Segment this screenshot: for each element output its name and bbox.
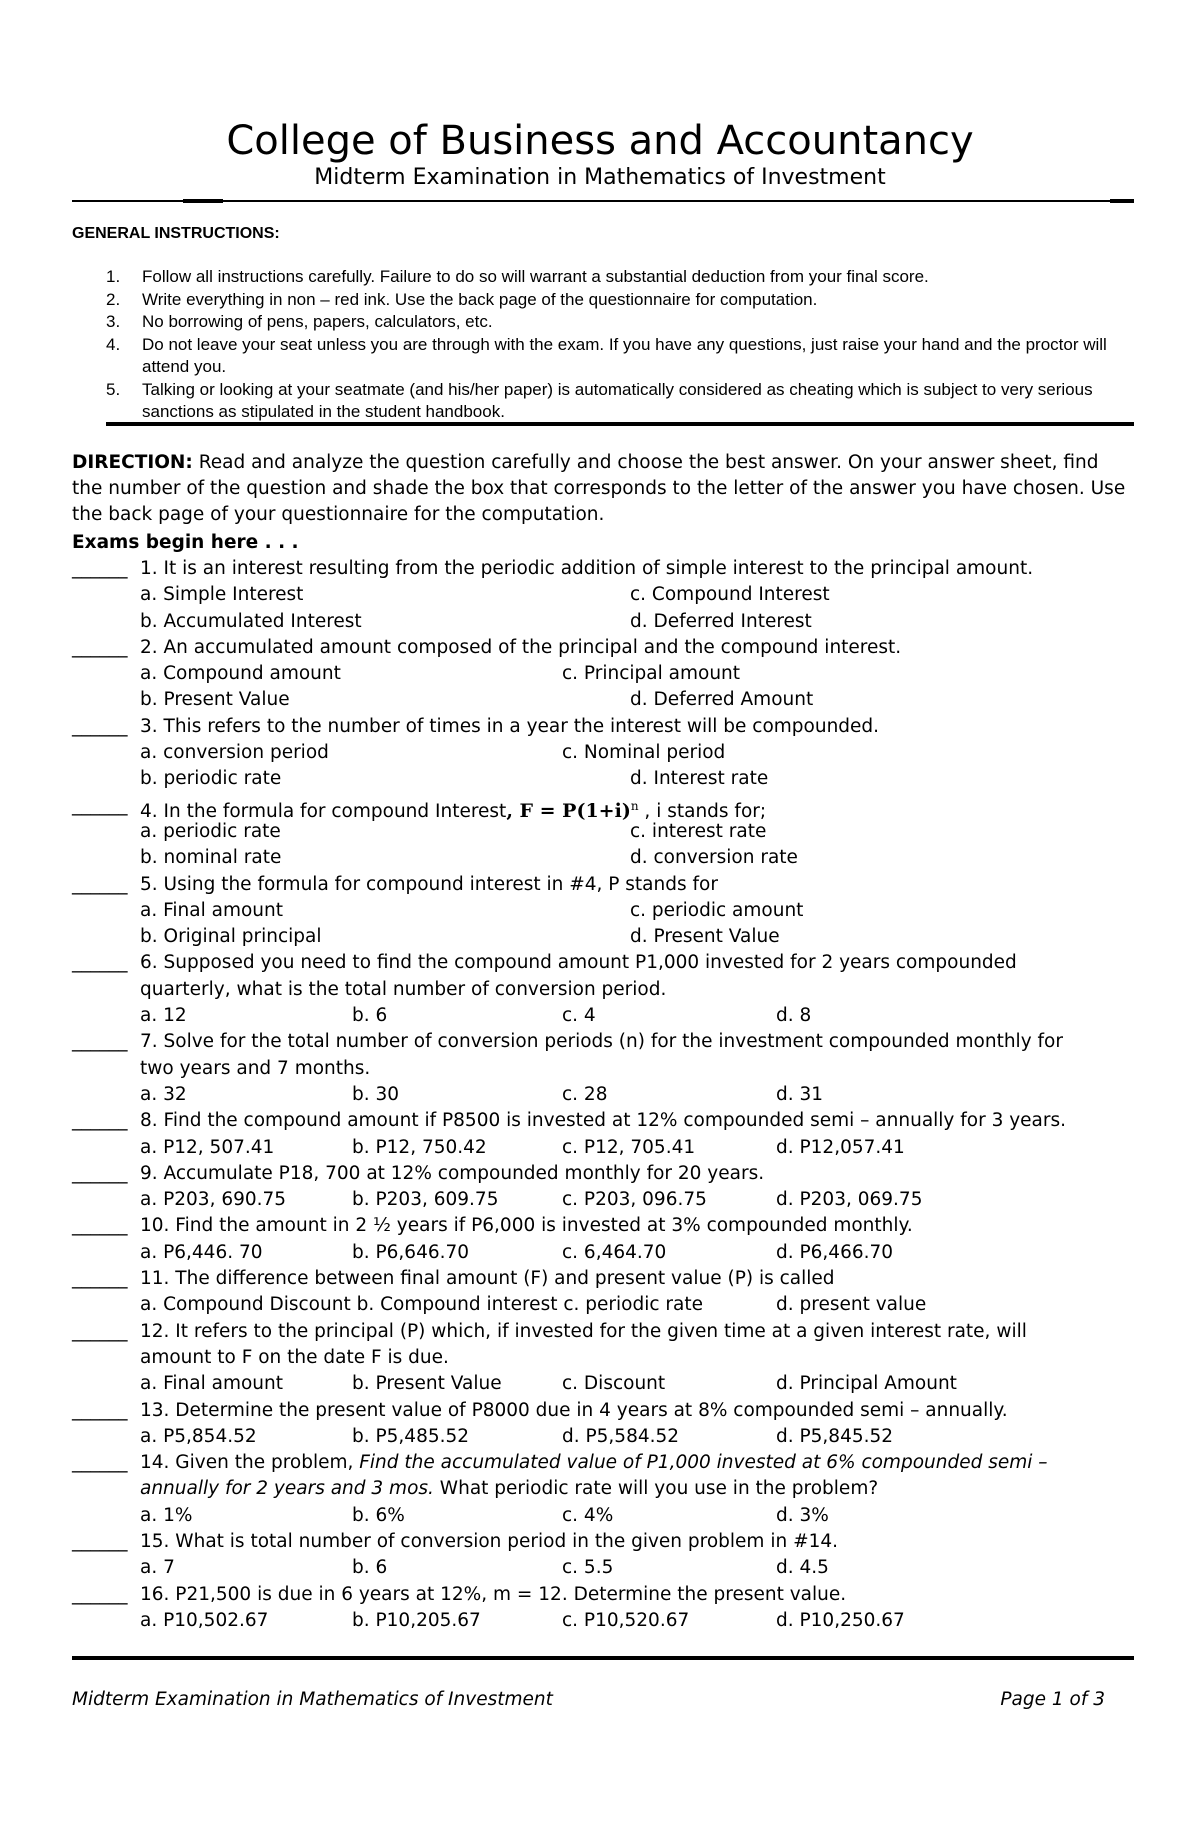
choice-d: d. Deferred Interest — [630, 610, 812, 632]
answer-blank: ______ — [72, 873, 128, 895]
question-row — [72, 793, 1134, 822]
answer-blank: ______ — [72, 1031, 128, 1053]
choice-row — [72, 924, 1134, 950]
instruction-number: 1. — [106, 267, 121, 286]
question-row — [72, 950, 1134, 976]
answer-blank: ______ — [72, 636, 128, 658]
question-text-end: , i stands for; — [638, 800, 767, 822]
choice-a: a. P5,854.52 — [140, 1425, 257, 1447]
choice-row — [72, 898, 1134, 924]
choice-row — [72, 582, 1134, 608]
choice-b: b. 6 — [352, 1557, 388, 1579]
instruction-item — [72, 334, 1134, 379]
question-row — [72, 872, 1134, 898]
instruction-number: 5. — [106, 379, 121, 399]
question-text: 13. Determine the present value of P8000 due in 4 years at 8% compounded semi – annually. — [140, 1399, 1008, 1421]
question-text — [140, 1476, 878, 1502]
choice-a: a. conversion period — [140, 742, 329, 764]
question-text: 16. P21,500 is due in 6 years at 12%, m = 12. Determine the present value. — [140, 1583, 847, 1605]
answer-blank: ______ — [72, 1583, 128, 1605]
question-text: 1. It is an interest resulting from the periodic addition of simple interest to the principal amount. — [140, 558, 1034, 579]
choice-c: c. P10,520.67 — [562, 1609, 690, 1631]
question-text: 11. The difference between final amount (F) and present value (P) is called — [140, 1268, 835, 1290]
choice-row — [72, 740, 1134, 766]
question-row — [72, 1319, 1134, 1345]
answer-blank: ______ — [72, 794, 128, 816]
question-row — [72, 1161, 1134, 1187]
answer-blank: ______ — [72, 715, 128, 737]
choice-b: b. 30 — [352, 1083, 400, 1105]
question-text: amount to F on the date F is due. — [140, 1346, 449, 1368]
header-divider-mark — [1110, 199, 1134, 203]
choice-a: a. P203, 690.75 — [140, 1189, 287, 1211]
direction-label: DIRECTION: — [72, 452, 193, 473]
choice-d: d. 8 — [776, 1005, 812, 1027]
choice-b: b. P6,646.70 — [352, 1241, 470, 1263]
question-text: 5. Using the formula for compound interest in #4, P stands for — [140, 873, 718, 895]
choice-c: c. Discount — [562, 1373, 666, 1395]
choice-c: c. Nominal period — [562, 742, 726, 764]
header-divider — [72, 200, 1133, 202]
answer-blank: ______ — [72, 952, 128, 974]
question-text: 15. What is total number of conversion period in the given problem in #14. — [140, 1530, 838, 1552]
choice-row — [72, 766, 1134, 792]
choice-a: a. 7 — [140, 1557, 175, 1579]
instructions-list — [72, 266, 1134, 424]
instruction-item — [72, 289, 1134, 312]
question-text: 12. It refers to the principal (P) which, if invested for the given time at a given interest rate, will — [140, 1320, 1027, 1342]
choice-a: a. Final amount — [140, 899, 283, 921]
choice-a: a. Final amount — [140, 1373, 283, 1395]
choice-row — [72, 1135, 1134, 1161]
choice-b: b. 6 — [352, 1005, 388, 1027]
choice-d: d. Deferred Amount — [630, 689, 814, 711]
question-row — [72, 1450, 1134, 1476]
choice-row — [72, 1187, 1134, 1213]
choice-a: a. 1% — [140, 1504, 193, 1526]
choice-d: d. 4.5 — [776, 1557, 829, 1579]
choice-c: c. 6,464.70 — [562, 1241, 667, 1263]
choice-b: b. 6% — [352, 1504, 405, 1526]
choice-c: c. Principal amount — [562, 663, 741, 685]
question-text-start: 4. In the formula for compound Interest — [140, 800, 507, 822]
choice-b: b. Present Value — [352, 1373, 502, 1395]
choice-row — [72, 1608, 1134, 1634]
question-row — [72, 1213, 1134, 1239]
choice-b: b. Original principal — [140, 926, 322, 948]
choice-row — [72, 845, 1134, 871]
choice-a: a. Compound amount — [140, 663, 341, 685]
exam-subtitle: Midterm Examination in Mathematics of Investment — [314, 165, 886, 190]
question-text-end: What periodic rate will you use in the problem? — [433, 1478, 879, 1500]
choice-b: b. P10,205.67 — [352, 1609, 481, 1631]
choice-c: c. 4 — [562, 1005, 596, 1027]
choice-c: c. P12, 705.41 — [562, 1136, 696, 1158]
instruction-item — [72, 311, 1134, 334]
choice-d: d. P12,057.41 — [776, 1136, 905, 1158]
direction-paragraph — [72, 450, 1134, 528]
instruction-number: 3. — [106, 312, 121, 331]
choice-d: d. P203, 069.75 — [776, 1189, 923, 1211]
choice-a: a. 32 — [140, 1083, 187, 1105]
choice-row — [72, 1555, 1134, 1581]
answer-blank: ______ — [72, 1162, 128, 1184]
instruction-text: Write everything in non – red ink. Use the back page of the questionnaire for computation. — [142, 289, 818, 309]
question-row-continued — [72, 977, 1134, 1003]
choice-b: b. P203, 609.75 — [352, 1189, 499, 1211]
choice-d: d. P10,250.67 — [776, 1609, 905, 1631]
instruction-number: 2. — [106, 289, 121, 309]
instruction-item — [72, 379, 1134, 424]
choice-c: c. Compound Interest — [630, 584, 830, 606]
choice-c: c. 4% — [562, 1504, 614, 1526]
choice-d: d. 31 — [776, 1083, 824, 1105]
question-row — [72, 1266, 1134, 1292]
answer-blank: ______ — [72, 1110, 128, 1132]
choice-b: b. P5,485.52 — [352, 1425, 470, 1447]
answer-blank: ______ — [72, 1530, 128, 1552]
direction-text: Read and analyze the question carefully and choose the best answer. On your answer sheet, find the number of the question and shade the box that corresponds to the letter of the answer you have chosen. Use the back page of your questionnaire for the computation. — [72, 452, 1126, 525]
choice-a: a. P12, 507.41 — [140, 1136, 275, 1158]
choice-a: a. 12 — [140, 1005, 187, 1027]
question-text: quarterly, what is the total number of conversion period. — [140, 978, 667, 1000]
choice-d: d. Present Value — [630, 926, 780, 948]
choice-a: a. Simple Interest — [140, 584, 304, 606]
choice-row — [72, 1503, 1134, 1529]
question-text: 7. Solve for the total number of conversion periods (n) for the investment compounded monthly for — [140, 1031, 1063, 1053]
question-row — [72, 1529, 1134, 1555]
choice-c: c. 28 — [562, 1083, 608, 1105]
question-row — [72, 635, 1134, 661]
choice-b: b. P12, 750.42 — [352, 1136, 487, 1158]
choice-d: d. P5,845.52 — [776, 1425, 894, 1447]
choice-b: b. Accumulated Interest — [140, 610, 362, 632]
choice-b: b. periodic rate — [140, 768, 282, 790]
footer-title: Midterm Examination in Mathematics of Investment — [72, 1689, 553, 1710]
answer-blank: ______ — [72, 1268, 128, 1290]
question-text: 6. Supposed you need to find the compound amount P1,000 invested for 2 years compounded — [140, 952, 1017, 974]
footer-divider — [72, 1656, 1134, 1660]
choice-a: a. P6,446. 70 — [140, 1241, 263, 1263]
choice-d: d. Principal Amount — [776, 1373, 957, 1395]
question-row — [72, 1398, 1134, 1424]
choice-row — [72, 1292, 1134, 1318]
choice-d: d. 3% — [776, 1504, 829, 1526]
instruction-text: Do not leave your seat unless you are through with the exam. If you have any questions, just raise your hand and the proctor will attend you. — [142, 334, 1107, 376]
question-row-continued — [72, 1476, 1134, 1502]
choice-b: b. nominal rate — [140, 847, 282, 869]
choice-d: d. present value — [776, 1294, 927, 1316]
page-number: Page 1 of 3 — [1000, 1689, 1105, 1710]
choice-row — [72, 687, 1134, 713]
choice-row — [72, 1424, 1134, 1450]
choice-row — [72, 609, 1134, 635]
formula-exponent: n — [630, 798, 639, 813]
question-text: 2. An accumulated amount composed of the principal and the compound interest. — [140, 636, 902, 658]
question-text — [140, 1450, 1048, 1476]
choice-c: c. P203, 096.75 — [562, 1189, 707, 1211]
answer-blank: ______ — [72, 1452, 128, 1474]
choice-row — [72, 1240, 1134, 1266]
answer-blank: ______ — [72, 1320, 128, 1342]
question-text: 8. Find the compound amount if P8500 is invested at 12% compounded semi – annually for 3 years. — [140, 1110, 1067, 1132]
choice-row — [72, 661, 1134, 687]
instructions-heading: GENERAL INSTRUCTIONS: — [72, 225, 280, 242]
instruction-item — [72, 266, 1134, 289]
choice-row — [72, 1371, 1134, 1397]
choice-a-b-c: a. Compound Discount b. Compound interest c. periodic rate — [140, 1294, 703, 1316]
compound-interest-formula: , F = P(1+i) — [506, 799, 631, 822]
question-row — [72, 1108, 1134, 1134]
choice-row — [72, 1003, 1134, 1029]
question-row — [72, 714, 1134, 740]
instructions-divider — [106, 422, 1134, 426]
question-row — [72, 556, 1134, 582]
question-text: 3. This refers to the number of times in a year the interest will be compounded. — [140, 715, 880, 737]
choice-c: c. interest rate — [630, 820, 767, 842]
choice-c: c. 5.5 — [562, 1557, 614, 1579]
question-text: 9. Accumulate P18, 700 at 12% compounded monthly for 20 years. — [140, 1162, 765, 1184]
header-divider-mark — [183, 199, 223, 203]
answer-blank: ______ — [72, 558, 128, 579]
question-text: 10. Find the amount in 2 ½ years if P6,000 is invested at 3% compounded monthly. — [140, 1215, 913, 1237]
choice-b: b. Present Value — [140, 689, 290, 711]
question-text-start: 14. Given the problem, — [140, 1452, 360, 1474]
choice-row — [72, 1082, 1134, 1108]
question-row — [72, 1029, 1134, 1055]
choice-d: d. P6,466.70 — [776, 1241, 894, 1263]
problem-statement: annually for 2 years and 3 mos. — [140, 1478, 434, 1500]
question-row-continued — [72, 1056, 1134, 1082]
choice-c: d. P5,584.52 — [562, 1425, 680, 1447]
question-row-continued — [72, 1345, 1134, 1371]
page-title: College of Business and Accountancy — [226, 118, 974, 164]
problem-statement: Find the accumulated value of P1,000 invested at 6% compounded semi – — [359, 1452, 1048, 1474]
question-text: two years and 7 months. — [140, 1057, 371, 1079]
choice-c: c. periodic amount — [630, 899, 804, 921]
choice-d: d. Interest rate — [630, 768, 769, 790]
answer-blank: ______ — [72, 1399, 128, 1421]
instruction-number: 4. — [106, 334, 121, 354]
choice-a: a. P10,502.67 — [140, 1609, 269, 1631]
instruction-text: No borrowing of pens, papers, calculators, etc. — [142, 312, 493, 331]
choice-d: d. conversion rate — [630, 847, 798, 869]
exam-begin-label: Exams begin here . . . — [72, 532, 299, 553]
answer-blank: ______ — [72, 1215, 128, 1237]
choice-row — [72, 819, 1134, 845]
question-list — [72, 556, 1134, 1634]
question-row — [72, 1582, 1134, 1608]
choice-a: a. periodic rate — [140, 820, 281, 842]
instruction-text: Talking or looking at your seatmate (and his/her paper) is automatically considered as cheating which is subject to very serious sanctions as stipulated in the student handbook. — [142, 379, 1093, 421]
instruction-text: Follow all instructions carefully. Failure to do so will warrant a substantial deduction from your final score. — [142, 267, 929, 286]
